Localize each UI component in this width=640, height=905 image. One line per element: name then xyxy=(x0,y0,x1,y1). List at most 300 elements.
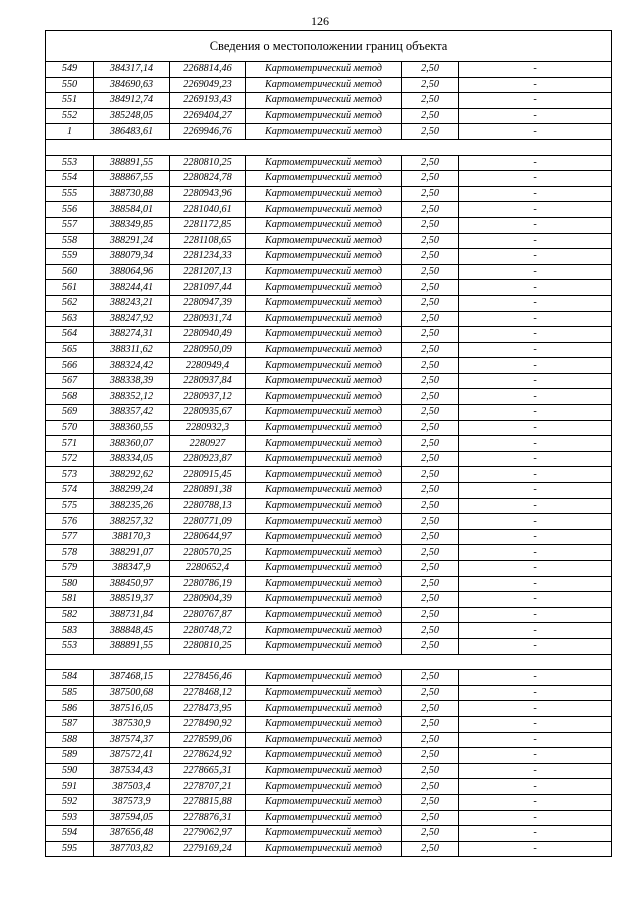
method-cell: Картометрический метод xyxy=(246,280,402,296)
y-coordinate-cell: 2279062,97 xyxy=(170,826,246,842)
y-coordinate-cell: 2280771,09 xyxy=(170,514,246,530)
accuracy-cell: 2,50 xyxy=(402,420,459,436)
table-row xyxy=(46,514,612,530)
table-row xyxy=(46,794,612,810)
table-row xyxy=(46,93,612,109)
x-coordinate-cell: 388291,07 xyxy=(94,545,170,561)
accuracy-cell: 2,50 xyxy=(402,217,459,233)
accuracy-cell: 2,50 xyxy=(402,670,459,686)
y-coordinate-cell: 2280652,4 xyxy=(170,561,246,577)
point-number-cell: 557 xyxy=(46,217,94,233)
method-cell: Картометрический метод xyxy=(246,405,402,421)
y-coordinate-cell: 2280748,72 xyxy=(170,623,246,639)
description-cell: - xyxy=(459,794,612,810)
x-coordinate-cell: 388867,55 xyxy=(94,171,170,187)
table-row xyxy=(46,561,612,577)
accuracy-cell: 2,50 xyxy=(402,451,459,467)
table-row xyxy=(46,810,612,826)
method-cell: Картометрический метод xyxy=(246,233,402,249)
y-coordinate-cell: 2278707,21 xyxy=(170,779,246,795)
page-number: 126 xyxy=(311,14,329,28)
method-cell: Картометрический метод xyxy=(246,561,402,577)
method-cell: Картометрический метод xyxy=(246,264,402,280)
method-cell: Картометрический метод xyxy=(246,841,402,857)
y-coordinate-cell: 2278815,88 xyxy=(170,794,246,810)
point-number-cell: 560 xyxy=(46,264,94,280)
x-coordinate-cell: 388243,21 xyxy=(94,295,170,311)
accuracy-cell: 2,50 xyxy=(402,295,459,311)
y-coordinate-cell: 2278468,12 xyxy=(170,685,246,701)
point-number-cell: 580 xyxy=(46,576,94,592)
point-number-cell: 574 xyxy=(46,483,94,499)
y-coordinate-cell: 2278456,46 xyxy=(170,670,246,686)
method-cell: Картометрический метод xyxy=(246,420,402,436)
x-coordinate-cell: 388338,39 xyxy=(94,373,170,389)
method-cell: Картометрический метод xyxy=(246,249,402,265)
x-coordinate-cell: 384690,63 xyxy=(94,77,170,93)
method-cell: Картометрический метод xyxy=(246,670,402,686)
accuracy-cell: 2,50 xyxy=(402,748,459,764)
accuracy-cell: 2,50 xyxy=(402,483,459,499)
table-row xyxy=(46,467,612,483)
table-row xyxy=(46,685,612,701)
x-coordinate-cell: 387594,05 xyxy=(94,810,170,826)
method-cell: Картометрический метод xyxy=(246,311,402,327)
point-number-cell: 568 xyxy=(46,389,94,405)
x-coordinate-cell: 385248,05 xyxy=(94,108,170,124)
y-coordinate-cell: 2280570,25 xyxy=(170,545,246,561)
description-cell: - xyxy=(459,685,612,701)
x-coordinate-cell: 388891,55 xyxy=(94,638,170,654)
point-number-cell: 584 xyxy=(46,670,94,686)
method-cell: Картометрический метод xyxy=(246,217,402,233)
point-number-cell: 579 xyxy=(46,561,94,577)
x-coordinate-cell: 387703,82 xyxy=(94,841,170,857)
table-row xyxy=(46,62,612,78)
y-coordinate-cell: 2280932,3 xyxy=(170,420,246,436)
y-coordinate-cell: 2278490,92 xyxy=(170,716,246,732)
accuracy-cell: 2,50 xyxy=(402,607,459,623)
accuracy-cell: 2,50 xyxy=(402,716,459,732)
table-row xyxy=(46,623,612,639)
point-number-cell: 581 xyxy=(46,592,94,608)
method-cell: Картометрический метод xyxy=(246,342,402,358)
y-coordinate-cell: 2281172,85 xyxy=(170,217,246,233)
point-number-cell: 576 xyxy=(46,514,94,530)
description-cell: - xyxy=(459,202,612,218)
y-coordinate-cell: 2281108,65 xyxy=(170,233,246,249)
method-cell: Картометрический метод xyxy=(246,373,402,389)
description-cell: - xyxy=(459,483,612,499)
y-coordinate-cell: 2269049,23 xyxy=(170,77,246,93)
accuracy-cell: 2,50 xyxy=(402,358,459,374)
y-coordinate-cell: 2278665,31 xyxy=(170,763,246,779)
description-cell: - xyxy=(459,108,612,124)
description-cell: - xyxy=(459,670,612,686)
point-number-cell: 589 xyxy=(46,748,94,764)
table-row xyxy=(46,186,612,202)
accuracy-cell: 2,50 xyxy=(402,342,459,358)
description-cell: - xyxy=(459,592,612,608)
method-cell: Картометрический метод xyxy=(246,62,402,78)
table-row xyxy=(46,545,612,561)
table-row xyxy=(46,233,612,249)
accuracy-cell: 2,50 xyxy=(402,264,459,280)
description-cell: - xyxy=(459,249,612,265)
table-row xyxy=(46,748,612,764)
x-coordinate-cell: 388244,41 xyxy=(94,280,170,296)
x-coordinate-cell: 388349,85 xyxy=(94,217,170,233)
table-row xyxy=(46,436,612,452)
description-cell: - xyxy=(459,93,612,109)
description-cell: - xyxy=(459,498,612,514)
accuracy-cell: 2,50 xyxy=(402,280,459,296)
point-number-cell: 594 xyxy=(46,826,94,842)
point-number-cell: 578 xyxy=(46,545,94,561)
description-cell: - xyxy=(459,264,612,280)
y-coordinate-cell: 2280937,12 xyxy=(170,389,246,405)
y-coordinate-cell: 2280644,97 xyxy=(170,529,246,545)
point-number-cell: 550 xyxy=(46,77,94,93)
method-cell: Картометрический метод xyxy=(246,451,402,467)
description-cell: - xyxy=(459,327,612,343)
table-row xyxy=(46,529,612,545)
accuracy-cell: 2,50 xyxy=(402,327,459,343)
point-number-cell: 582 xyxy=(46,607,94,623)
y-coordinate-cell: 2280943,96 xyxy=(170,186,246,202)
y-coordinate-cell: 2280891,38 xyxy=(170,483,246,499)
method-cell: Картометрический метод xyxy=(246,732,402,748)
accuracy-cell: 2,50 xyxy=(402,779,459,795)
boundary-coordinates-table xyxy=(45,30,612,857)
accuracy-cell: 2,50 xyxy=(402,467,459,483)
accuracy-cell: 2,50 xyxy=(402,77,459,93)
description-cell: - xyxy=(459,405,612,421)
table-row xyxy=(46,638,612,654)
description-cell: - xyxy=(459,638,612,654)
y-coordinate-cell: 2280927 xyxy=(170,436,246,452)
x-coordinate-cell: 387530,9 xyxy=(94,716,170,732)
accuracy-cell: 2,50 xyxy=(402,794,459,810)
accuracy-cell: 2,50 xyxy=(402,202,459,218)
accuracy-cell: 2,50 xyxy=(402,545,459,561)
y-coordinate-cell: 2280950,09 xyxy=(170,342,246,358)
y-coordinate-cell: 2278473,95 xyxy=(170,701,246,717)
accuracy-cell: 2,50 xyxy=(402,93,459,109)
description-cell: - xyxy=(459,467,612,483)
description-cell: - xyxy=(459,124,612,140)
x-coordinate-cell: 388848,45 xyxy=(94,623,170,639)
x-coordinate-cell: 388347,9 xyxy=(94,561,170,577)
method-cell: Картометрический метод xyxy=(246,529,402,545)
accuracy-cell: 2,50 xyxy=(402,249,459,265)
table-row xyxy=(46,327,612,343)
method-cell: Картометрический метод xyxy=(246,701,402,717)
method-cell: Картометрический метод xyxy=(246,467,402,483)
accuracy-cell: 2,50 xyxy=(402,685,459,701)
method-cell: Картометрический метод xyxy=(246,592,402,608)
point-number-cell: 572 xyxy=(46,451,94,467)
method-cell: Картометрический метод xyxy=(246,607,402,623)
y-coordinate-cell: 2269193,43 xyxy=(170,93,246,109)
y-coordinate-cell: 2278876,31 xyxy=(170,810,246,826)
accuracy-cell: 2,50 xyxy=(402,841,459,857)
description-cell: - xyxy=(459,389,612,405)
table-row xyxy=(46,373,612,389)
y-coordinate-cell: 2281207,13 xyxy=(170,264,246,280)
y-coordinate-cell: 2269404,27 xyxy=(170,108,246,124)
group-separator-row xyxy=(46,654,612,670)
accuracy-cell: 2,50 xyxy=(402,498,459,514)
x-coordinate-cell: 386483,61 xyxy=(94,124,170,140)
table-row xyxy=(46,841,612,857)
x-coordinate-cell: 387573,9 xyxy=(94,794,170,810)
point-number-cell: 553 xyxy=(46,638,94,654)
method-cell: Картометрический метод xyxy=(246,124,402,140)
point-number-cell: 551 xyxy=(46,93,94,109)
description-cell: - xyxy=(459,576,612,592)
table-row xyxy=(46,217,612,233)
table-row xyxy=(46,264,612,280)
table-row xyxy=(46,670,612,686)
description-cell: - xyxy=(459,748,612,764)
point-number-cell: 561 xyxy=(46,280,94,296)
accuracy-cell: 2,50 xyxy=(402,155,459,171)
description-cell: - xyxy=(459,342,612,358)
x-coordinate-cell: 388235,26 xyxy=(94,498,170,514)
y-coordinate-cell: 2280810,25 xyxy=(170,155,246,171)
accuracy-cell: 2,50 xyxy=(402,763,459,779)
method-cell: Картометрический метод xyxy=(246,327,402,343)
y-coordinate-cell: 2280947,39 xyxy=(170,295,246,311)
description-cell: - xyxy=(459,841,612,857)
x-coordinate-cell: 388079,34 xyxy=(94,249,170,265)
method-cell: Картометрический метод xyxy=(246,93,402,109)
group-separator-row xyxy=(46,139,612,155)
method-cell: Картометрический метод xyxy=(246,826,402,842)
method-cell: Картометрический метод xyxy=(246,638,402,654)
method-cell: Картометрический метод xyxy=(246,514,402,530)
method-cell: Картометрический метод xyxy=(246,155,402,171)
description-cell: - xyxy=(459,62,612,78)
point-number-cell: 552 xyxy=(46,108,94,124)
table-row xyxy=(46,358,612,374)
point-number-cell: 592 xyxy=(46,794,94,810)
description-cell: - xyxy=(459,280,612,296)
description-cell: - xyxy=(459,451,612,467)
x-coordinate-cell: 388299,24 xyxy=(94,483,170,499)
table-row xyxy=(46,280,612,296)
point-number-cell: 591 xyxy=(46,779,94,795)
x-coordinate-cell: 388291,24 xyxy=(94,233,170,249)
table-row xyxy=(46,732,612,748)
table-row xyxy=(46,249,612,265)
group-separator-cell xyxy=(46,654,612,670)
method-cell: Картометрический метод xyxy=(246,794,402,810)
method-cell: Картометрический метод xyxy=(246,779,402,795)
table-title-row xyxy=(46,31,612,62)
description-cell: - xyxy=(459,217,612,233)
point-number-cell: 558 xyxy=(46,233,94,249)
x-coordinate-cell: 388450,97 xyxy=(94,576,170,592)
method-cell: Картометрический метод xyxy=(246,171,402,187)
x-coordinate-cell: 388170,3 xyxy=(94,529,170,545)
description-cell: - xyxy=(459,826,612,842)
point-number-cell: 585 xyxy=(46,685,94,701)
description-cell: - xyxy=(459,77,612,93)
description-cell: - xyxy=(459,514,612,530)
description-cell: - xyxy=(459,295,612,311)
description-cell: - xyxy=(459,545,612,561)
table-row xyxy=(46,389,612,405)
table-row xyxy=(46,405,612,421)
x-coordinate-cell: 384317,14 xyxy=(94,62,170,78)
point-number-cell: 553 xyxy=(46,155,94,171)
x-coordinate-cell: 388274,31 xyxy=(94,327,170,343)
description-cell: - xyxy=(459,436,612,452)
accuracy-cell: 2,50 xyxy=(402,576,459,592)
method-cell: Картометрический метод xyxy=(246,358,402,374)
accuracy-cell: 2,50 xyxy=(402,514,459,530)
description-cell: - xyxy=(459,607,612,623)
accuracy-cell: 2,50 xyxy=(402,732,459,748)
method-cell: Картометрический метод xyxy=(246,77,402,93)
point-number-cell: 575 xyxy=(46,498,94,514)
x-coordinate-cell: 388292,62 xyxy=(94,467,170,483)
description-cell: - xyxy=(459,233,612,249)
y-coordinate-cell: 2280904,39 xyxy=(170,592,246,608)
point-number-cell: 590 xyxy=(46,763,94,779)
table-row xyxy=(46,171,612,187)
x-coordinate-cell: 388334,05 xyxy=(94,451,170,467)
description-cell: - xyxy=(459,779,612,795)
point-number-cell: 583 xyxy=(46,623,94,639)
table-row xyxy=(46,483,612,499)
table-row xyxy=(46,202,612,218)
x-coordinate-cell: 388730,88 xyxy=(94,186,170,202)
description-cell: - xyxy=(459,716,612,732)
table-row xyxy=(46,716,612,732)
accuracy-cell: 2,50 xyxy=(402,171,459,187)
point-number-cell: 564 xyxy=(46,327,94,343)
y-coordinate-cell: 2278624,92 xyxy=(170,748,246,764)
point-number-cell: 573 xyxy=(46,467,94,483)
table-row xyxy=(46,295,612,311)
accuracy-cell: 2,50 xyxy=(402,529,459,545)
x-coordinate-cell: 388731,84 xyxy=(94,607,170,623)
x-coordinate-cell: 388257,32 xyxy=(94,514,170,530)
y-coordinate-cell: 2278599,06 xyxy=(170,732,246,748)
accuracy-cell: 2,50 xyxy=(402,405,459,421)
point-number-cell: 554 xyxy=(46,171,94,187)
method-cell: Картометрический метод xyxy=(246,389,402,405)
x-coordinate-cell: 388324,42 xyxy=(94,358,170,374)
table-row xyxy=(46,311,612,327)
point-number-cell: 556 xyxy=(46,202,94,218)
x-coordinate-cell: 387534,43 xyxy=(94,763,170,779)
table-row xyxy=(46,420,612,436)
accuracy-cell: 2,50 xyxy=(402,436,459,452)
y-coordinate-cell: 2280931,74 xyxy=(170,311,246,327)
accuracy-cell: 2,50 xyxy=(402,701,459,717)
accuracy-cell: 2,50 xyxy=(402,592,459,608)
x-coordinate-cell: 387656,48 xyxy=(94,826,170,842)
description-cell: - xyxy=(459,763,612,779)
y-coordinate-cell: 2281234,33 xyxy=(170,249,246,265)
x-coordinate-cell: 388352,12 xyxy=(94,389,170,405)
point-number-cell: 555 xyxy=(46,186,94,202)
x-coordinate-cell: 388891,55 xyxy=(94,155,170,171)
accuracy-cell: 2,50 xyxy=(402,638,459,654)
point-number-cell: 571 xyxy=(46,436,94,452)
method-cell: Картометрический метод xyxy=(246,108,402,124)
accuracy-cell: 2,50 xyxy=(402,124,459,140)
accuracy-cell: 2,50 xyxy=(402,826,459,842)
x-coordinate-cell: 388311,62 xyxy=(94,342,170,358)
x-coordinate-cell: 388247,92 xyxy=(94,311,170,327)
y-coordinate-cell: 2280786,19 xyxy=(170,576,246,592)
description-cell: - xyxy=(459,358,612,374)
y-coordinate-cell: 2280935,67 xyxy=(170,405,246,421)
table-row xyxy=(46,342,612,358)
table-row xyxy=(46,108,612,124)
table-row xyxy=(46,763,612,779)
accuracy-cell: 2,50 xyxy=(402,233,459,249)
y-coordinate-cell: 2281097,44 xyxy=(170,280,246,296)
method-cell: Картометрический метод xyxy=(246,436,402,452)
point-number-cell: 570 xyxy=(46,420,94,436)
method-cell: Картометрический метод xyxy=(246,576,402,592)
description-cell: - xyxy=(459,155,612,171)
table-row xyxy=(46,592,612,608)
y-coordinate-cell: 2280915,45 xyxy=(170,467,246,483)
y-coordinate-cell: 2280949,4 xyxy=(170,358,246,374)
table-row xyxy=(46,155,612,171)
method-cell: Картометрический метод xyxy=(246,748,402,764)
point-number-cell: 587 xyxy=(46,716,94,732)
table-row xyxy=(46,826,612,842)
description-cell: - xyxy=(459,186,612,202)
y-coordinate-cell: 2280824,78 xyxy=(170,171,246,187)
y-coordinate-cell: 2280810,25 xyxy=(170,638,246,654)
point-number-cell: 569 xyxy=(46,405,94,421)
x-coordinate-cell: 388064,96 xyxy=(94,264,170,280)
accuracy-cell: 2,50 xyxy=(402,62,459,78)
point-number-cell: 563 xyxy=(46,311,94,327)
point-number-cell: 586 xyxy=(46,701,94,717)
point-number-cell: 565 xyxy=(46,342,94,358)
y-coordinate-cell: 2280767,87 xyxy=(170,607,246,623)
method-cell: Картометрический метод xyxy=(246,483,402,499)
x-coordinate-cell: 388357,42 xyxy=(94,405,170,421)
y-coordinate-cell: 2279169,24 xyxy=(170,841,246,857)
point-number-cell: 559 xyxy=(46,249,94,265)
x-coordinate-cell: 387574,37 xyxy=(94,732,170,748)
method-cell: Картометрический метод xyxy=(246,295,402,311)
description-cell: - xyxy=(459,420,612,436)
y-coordinate-cell: 2280937,84 xyxy=(170,373,246,389)
table-row xyxy=(46,451,612,467)
point-number-cell: 593 xyxy=(46,810,94,826)
table-row xyxy=(46,498,612,514)
description-cell: - xyxy=(459,701,612,717)
table-row xyxy=(46,576,612,592)
x-coordinate-cell: 387503,4 xyxy=(94,779,170,795)
y-coordinate-cell: 2281040,61 xyxy=(170,202,246,218)
accuracy-cell: 2,50 xyxy=(402,389,459,405)
description-cell: - xyxy=(459,623,612,639)
method-cell: Картометрический метод xyxy=(246,186,402,202)
